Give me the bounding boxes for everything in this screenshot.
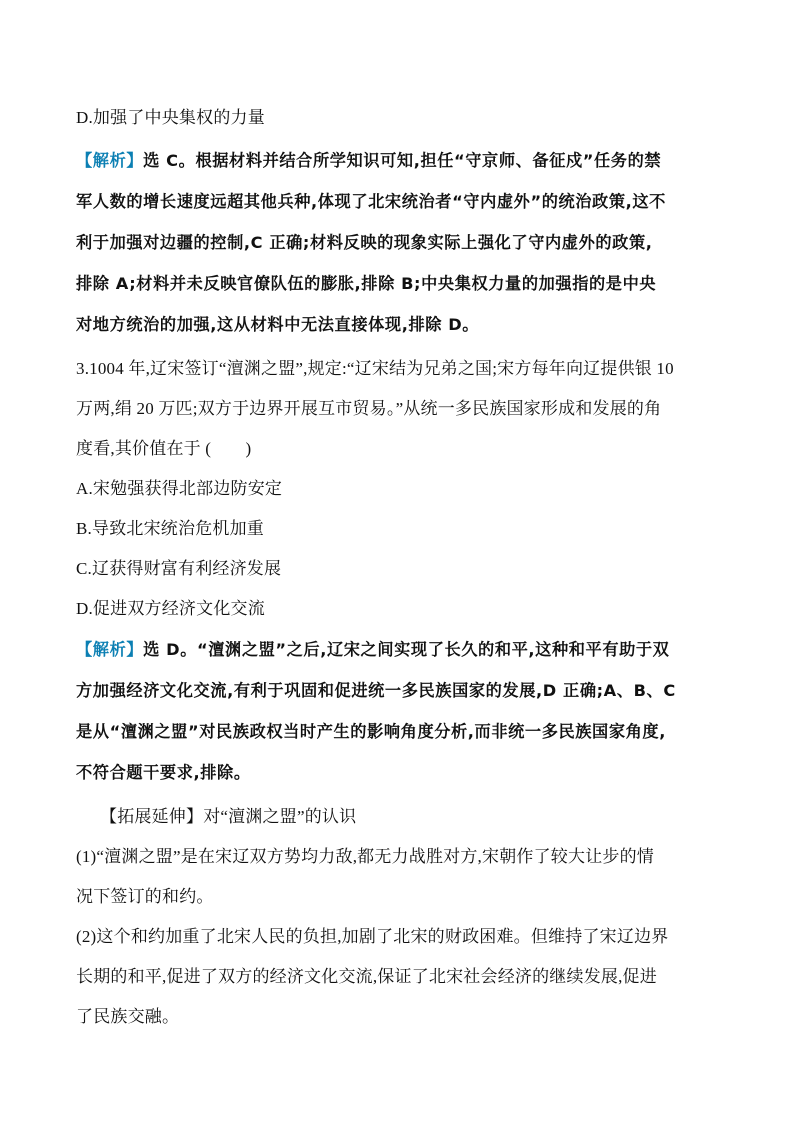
q3-stem-line-2: 万两,绢 20 万匹;双方于边界开展互市贸易。”从统一多民族国家形成和发展的角	[76, 399, 662, 418]
extension-point-2-line-3: 了民族交融。	[76, 1007, 180, 1026]
q3-stem-line-3: 度看,其价值在于 ( )	[76, 439, 252, 458]
q3-option-d: D.促进双方经济文化交流	[76, 599, 265, 618]
analysis-tag: 【解析】	[76, 640, 144, 659]
q2-analysis-line-5: 对地方统治的加强,这从材料中无法直接体现,排除 D。	[76, 315, 480, 334]
q2-analysis	[76, 140, 720, 345]
q3-option-a: A.宋勉强获得北部边防安定	[76, 479, 283, 498]
q3-analysis-line-2: 方加强经济文化交流,有利于巩固和促进统一多民族国家的发展,D 正确;A、B、C	[76, 681, 676, 700]
q2-analysis-line-2: 军人数的增长速度远超其他兵种,体现了北宋统治者“守内虚外”的统治政策,这不	[76, 192, 666, 211]
extension-tag: 【拓展延伸】	[100, 807, 204, 826]
analysis-lead: 选 C。	[143, 151, 196, 170]
analysis-text: “澶渊之盟”之后,辽宋之间实现了长久的和平,这种和平有助于双	[197, 640, 670, 659]
analysis-lead: 选 D。	[143, 640, 198, 659]
q2-analysis-line-3: 利于加强对边疆的控制,C 正确;材料反映的现象实际上强化了守内虚外的政策,	[76, 233, 653, 252]
document-page	[76, 98, 720, 1037]
extension-point-2	[76, 917, 720, 1037]
q3-analysis-line-3: 是从“澶渊之盟”对民族政权当时产生的影响角度分析,而非统一多民族国家角度,	[76, 722, 666, 741]
q2-analysis-line-1	[76, 140, 720, 181]
extension-section	[76, 797, 720, 1037]
extension-title: 对“澶渊之盟”的认识	[203, 807, 357, 826]
extension-point-1	[76, 837, 720, 917]
extension-point-1-line-2: 况下签订的和约。	[76, 887, 214, 906]
q2-analysis-line-4: 排除 A;材料并未反映官僚队伍的膨胀,排除 B;中央集权力量的加强指的是中央	[76, 274, 657, 293]
q3-analysis-line-4: 不符合题干要求,排除。	[76, 763, 251, 782]
extension-point-1-line-1: (1)“澶渊之盟”是在宋辽双方势均力敌,都无力战胜对方,宋朝作了较大让步的情	[76, 847, 655, 866]
q3-stem	[76, 349, 720, 469]
q2-option-d: D.加强了中央集权的力量	[76, 108, 265, 127]
q3-option-b: B.导致北宋统治危机加重	[76, 519, 264, 538]
q3-options	[76, 469, 720, 629]
analysis-tag: 【解析】	[76, 151, 144, 170]
q3-option-c: C.辽获得财富有利经济发展	[76, 559, 282, 578]
q3-analysis	[76, 629, 720, 793]
extension-heading	[76, 797, 720, 837]
q3-stem-line-1: 3.1004 年,辽宋签订“澶渊之盟”,规定:“辽宋结为兄弟之国;宋方每年向辽提供银 10	[76, 359, 674, 378]
extension-point-2-line-2: 长期的和平,促进了双方的经济文化交流,保证了北宋社会经济的继续发展,促进	[76, 967, 657, 986]
analysis-text: 根据材料并结合所学知识可知,担任“守京师、备征戍”任务的禁	[195, 151, 662, 170]
q3-analysis-line-1	[76, 629, 720, 670]
extension-point-2-line-1: (2)这个和约加重了北宋人民的负担,加剧了北宋的财政困难。但维持了宋辽边界	[76, 927, 669, 946]
